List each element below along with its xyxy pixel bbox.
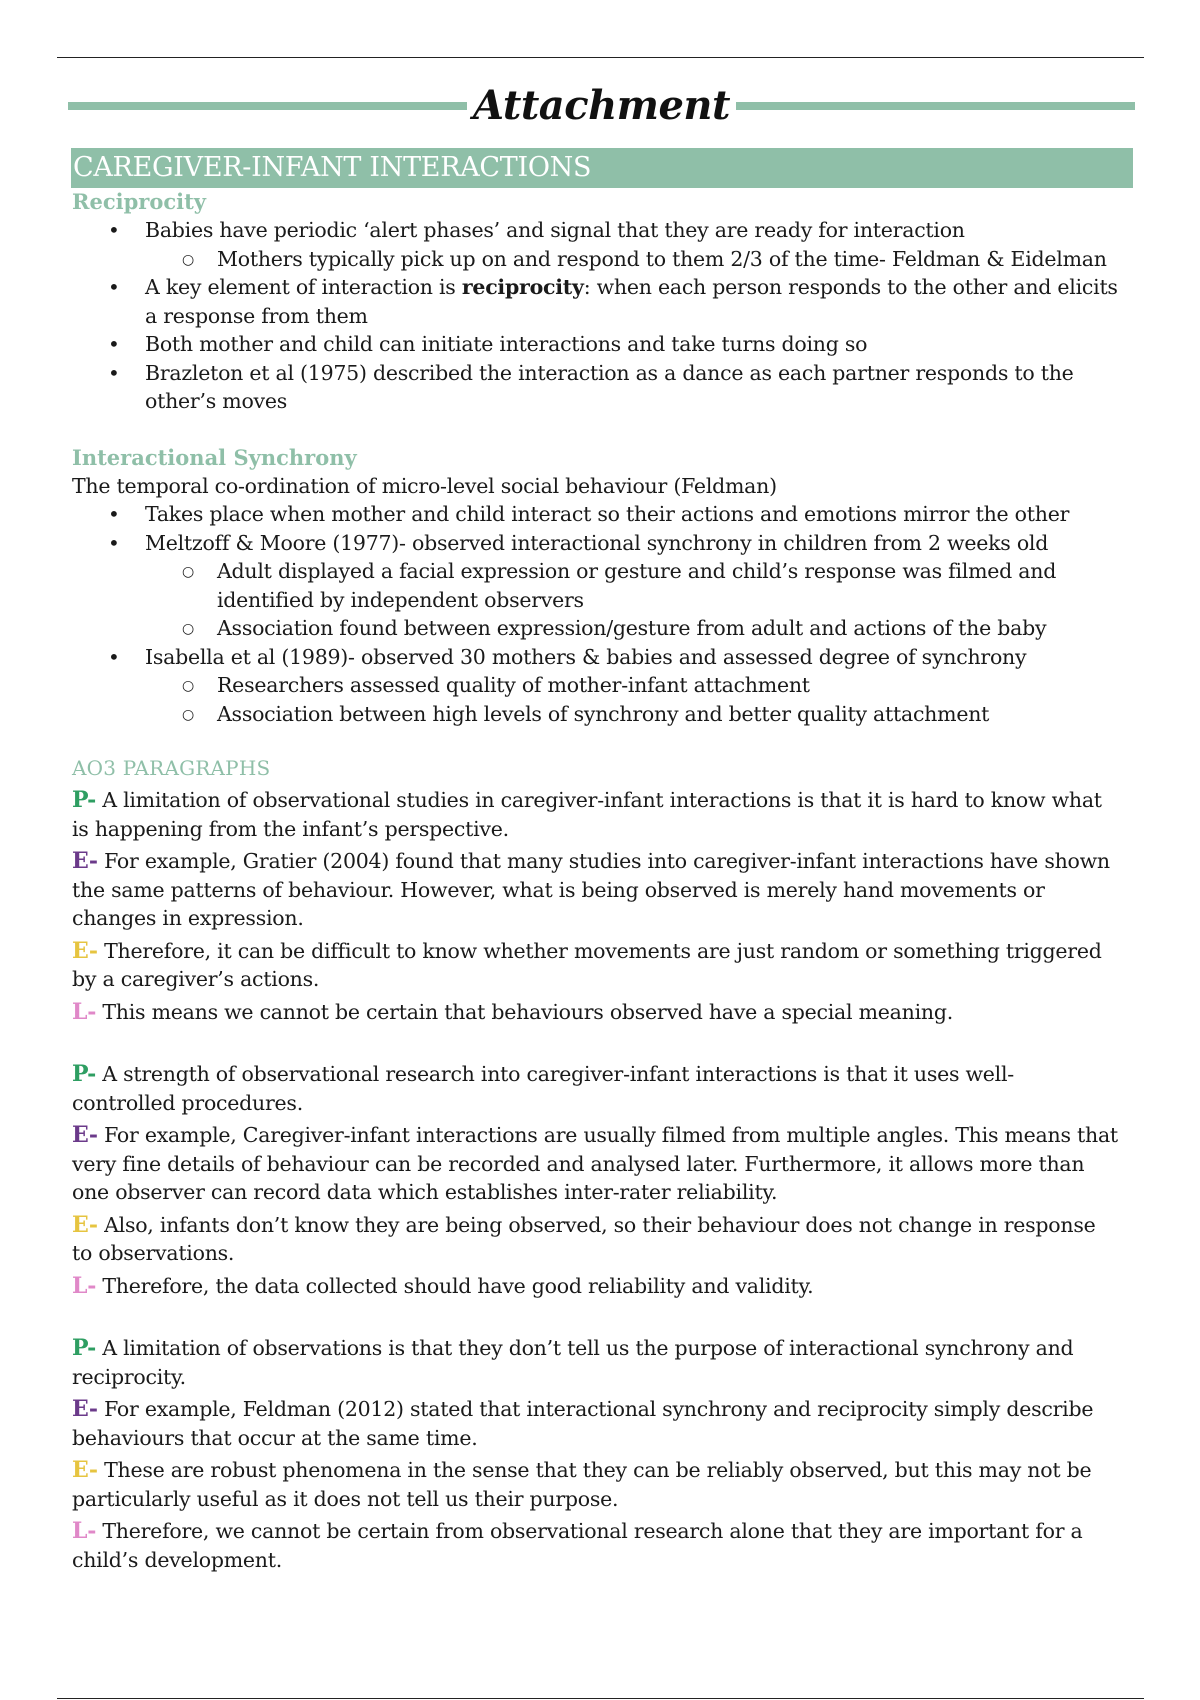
top-rule bbox=[57, 57, 1144, 58]
link-line: L- Therefore, the data collected should have good reliability and validity. bbox=[72, 1272, 814, 1299]
evidence-tag: E- bbox=[72, 848, 98, 874]
synchrony-list bbox=[72, 500, 1132, 728]
evidence-line: E- For example, Caregiver-infant interactions are usually filmed from multiple angles. This means that very fine details of behaviour can be recorded and analysed later. Furthermore, it allows more than one observer can record data which establishes inter-rater reliability. bbox=[72, 1122, 1118, 1204]
list-item: • Meltzoff & Moore (1977)- observed interactional synchrony in children from 2 weeks old bbox=[72, 529, 1132, 558]
reciprocity-list bbox=[72, 216, 1132, 416]
list-subitem: ○ Association between high levels of synchrony and better quality attachment bbox=[72, 700, 1132, 729]
section-banner: CAREGIVER-INFANT INTERACTIONS bbox=[71, 148, 1133, 188]
link-tag: L- bbox=[72, 1272, 97, 1299]
evidence-tag: E- bbox=[72, 1122, 98, 1148]
point-tag: P- bbox=[72, 787, 96, 813]
point-line: P- A limitation of observational studies in caregiver-infant interactions is that it is hard to know what is happening from the infant’s perspective. bbox=[72, 787, 1102, 841]
list-subitem: ○ Association found between expression/gesture from adult and actions of the baby bbox=[72, 614, 1132, 643]
synchrony-heading: Interactional Synchrony bbox=[72, 444, 357, 470]
list-subitem: ○ Researchers assessed quality of mother-infant attachment bbox=[72, 671, 1132, 700]
explain-line: E- Therefore, it can be difficult to know whether movements are just random or something triggered by a caregiver’s actions. bbox=[72, 937, 1102, 991]
list-item: • Babies have periodic ‘alert phases’ and signal that they are ready for interaction bbox=[72, 216, 1132, 245]
explain-tag: E- bbox=[72, 1457, 98, 1483]
synchrony-definition: The temporal co-ordination of micro-level social behaviour (Feldman) bbox=[72, 473, 777, 498]
list-item: • Isabella et al (1989)- observed 30 mothers & babies and assessed degree of synchrony bbox=[72, 643, 1132, 672]
link-line: L- Therefore, we cannot be certain from observational research alone that they are important for a child’s development. bbox=[72, 1518, 1083, 1572]
link-tag: L- bbox=[72, 1518, 97, 1544]
bottom-rule bbox=[57, 1698, 1144, 1699]
explain-tag: E- bbox=[72, 937, 98, 964]
list-item: • A key element of interaction is reciprocity: when each person responds to the other and elicits a response from them bbox=[72, 273, 1132, 330]
ao3-paragraph-3 bbox=[72, 1334, 1132, 1574]
ao3-paragraph-2 bbox=[72, 1060, 1132, 1300]
explain-line: E- Also, infants don’t know they are being observed, so their behaviour does not change in response to observations. bbox=[72, 1211, 1096, 1265]
reciprocity-heading: Reciprocity bbox=[72, 189, 206, 214]
list-item: • Brazleton et al (1975) described the interaction as a dance as each partner responds to the other’s moves bbox=[72, 359, 1132, 416]
list-subitem: ○ Mothers typically pick up on and respond to them 2/3 of the time- Feldman & Eidelman bbox=[72, 245, 1132, 274]
ao3-heading: AO3 PARAGRAPHS bbox=[72, 756, 271, 780]
title-row bbox=[68, 80, 1135, 132]
list-subitem: ○ Adult displayed a facial expression or gesture and child’s response was filmed and identified by independent observers bbox=[72, 557, 1132, 614]
point-tag: P- bbox=[72, 1061, 96, 1087]
page-title: Attachment bbox=[473, 82, 730, 129]
document-body bbox=[72, 148, 1132, 1578]
evidence-line: E- For example, Gratier (2004) found that many studies into caregiver-infant interactions have shown the same patterns of behaviour. However, what is being observed is merely hand movements or changes in expression. bbox=[72, 848, 1110, 930]
bold-term: reciprocity bbox=[461, 275, 584, 299]
title-bar-left bbox=[68, 102, 467, 110]
title-bar-right bbox=[736, 102, 1135, 110]
point-tag: P- bbox=[72, 1335, 96, 1361]
list-item: • Both mother and child can initiate interactions and take turns doing so bbox=[72, 330, 1132, 359]
explain-line: E- These are robust phenomena in the sense that they can be reliably observed, but this may not be particularly useful as it does not tell us their purpose. bbox=[72, 1457, 1092, 1511]
explain-tag: E- bbox=[72, 1211, 98, 1238]
link-line: L- This means we cannot be certain that behaviours observed have a special meaning. bbox=[72, 998, 953, 1025]
ao3-paragraph-1 bbox=[72, 786, 1132, 1026]
point-line: P- A strength of observational research into caregiver-infant interactions is that it uses well- controlled procedures. bbox=[72, 1061, 1014, 1115]
evidence-tag: E- bbox=[72, 1396, 98, 1422]
link-tag: L- bbox=[72, 998, 97, 1025]
point-line: P- A limitation of observations is that they don’t tell us the purpose of interactional synchrony and reciprocity. bbox=[72, 1335, 1074, 1389]
list-item: • Takes place when mother and child interact so their actions and emotions mirror the other bbox=[72, 500, 1132, 529]
evidence-line: E- For example, Feldman (2012) stated that interactional synchrony and reciprocity simply describe behaviours that occur at the same time. bbox=[72, 1396, 1094, 1450]
